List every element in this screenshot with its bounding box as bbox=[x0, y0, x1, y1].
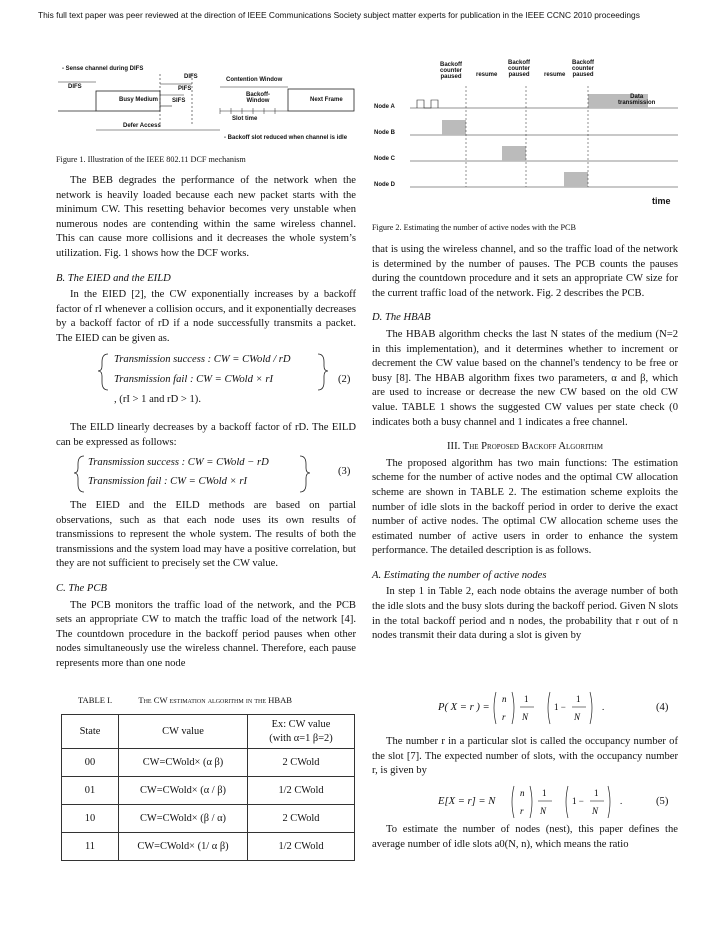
fig2-time-label: time bbox=[652, 196, 671, 206]
eq2-number: (2) bbox=[338, 374, 351, 385]
fig1-difs-label: DIFS bbox=[68, 84, 82, 90]
left-column-eild bbox=[56, 421, 356, 450]
figure-1 bbox=[56, 64, 356, 154]
table-1 bbox=[61, 714, 355, 861]
paragraph-eild: The EILD linearly decreases by a backoff factor of rD. The EILD can be expressed as follows: bbox=[56, 422, 356, 448]
svg-text:1: 1 bbox=[542, 788, 547, 798]
right-column-occupancy bbox=[372, 735, 678, 779]
fig1-sense-label: - Sense channel during DIFS bbox=[62, 66, 144, 72]
fig2-node-a: Node A bbox=[374, 104, 395, 110]
eq2-condition: , (rI > 1 and rD > 1). bbox=[114, 394, 201, 405]
fig1-defer-label: Defer Access bbox=[123, 123, 161, 129]
fig2-label-paused-3: Backoff counter paused bbox=[572, 60, 595, 78]
paragraph-estimate: To estimate the number of nodes (nest), this paper defines the average number of idle slots a0(N, n), which means the ratio bbox=[372, 824, 678, 850]
fig2-node-c: Node C bbox=[374, 156, 395, 162]
table-cell: 1/2 CWold bbox=[248, 833, 355, 861]
svg-text:r: r bbox=[502, 712, 506, 722]
eq5-number: (5) bbox=[656, 796, 669, 807]
svg-text:N: N bbox=[540, 806, 547, 816]
equation-4 bbox=[372, 690, 678, 726]
right-column bbox=[372, 243, 678, 644]
table-cell: 10 bbox=[62, 805, 119, 833]
eq2-line-1: Transmission success : CW = CWold / rD bbox=[114, 354, 291, 365]
svg-text:.: . bbox=[620, 796, 623, 806]
paragraph-proposed: The proposed algorithm has two main functions: The estimation scheme for the number of active nodes and the optimal CW allocation scheme are shown in TABLE 2. The estimation scheme exploits the number of idle slots in the backoff period in order to derive the exact number of active nodes. The optimal CW allocation scheme uses the estimated number of active users in order to enhance the system performance. The detailed description is as follows. bbox=[372, 457, 678, 557]
fig1-slot-time-label: Slot time bbox=[232, 116, 258, 122]
equation-2 bbox=[56, 352, 356, 408]
fig1-difs-top-label: DIFS bbox=[184, 74, 198, 80]
fig2-label-paused-2: Backoff counter paused bbox=[508, 60, 531, 78]
fig1-contention-label: Contention Window bbox=[226, 77, 283, 83]
fig1-backoff-reduced-label: - Backoff slot reduced when channel is idle bbox=[224, 135, 348, 141]
table-cell: 1/2 CWold bbox=[248, 777, 355, 805]
paragraph-occupancy: The number r in a particular slot is called the occupancy number of the slot [7]. The expected number of slots, with the occupancy number r, is given by bbox=[372, 736, 678, 777]
eq4-number: (4) bbox=[656, 702, 669, 713]
table-cell: CW=CWold× (β / α) bbox=[119, 805, 248, 833]
fig1-sifs-label: SIFS bbox=[172, 98, 186, 104]
paragraph-pcb-continued: that is using the wireless channel, and so the traffic load of the network is determined by the number of pauses. The PCB counts the pauses during the countdown procedure and it sets an appropriate CW size for the current traffic load of the network. Fig. 2 describes the PCB. bbox=[372, 244, 678, 299]
paragraph-partial: The EIED and the EILD methods are based on partial observations, such as that each node uses its own results of transmissions to represent the whole system. The results of both the transmissions and the system load may have a positive correlation, but they are not sufficient to precisely set the CW value. bbox=[56, 500, 356, 570]
paragraph-pcb: The PCB monitors the traffic load of the network, and the PCB sets an appropriate CW to match the traffic load of the network [4]. The countdown procedure in the backoff period pauses when other nodes simultaneously use the wireless channel. Therefore, each pause represents more than one node bbox=[56, 599, 356, 669]
eq3-line-2: Transmission fail : CW = CWold × rI bbox=[88, 476, 248, 487]
paragraph-hbab: The HBAB algorithm checks the last N states of the medium (N=2 in this implementation), and it determines whether to increment or decrement the CW value based on the channel's tendency to be free or busy [8]. The HBAB algorithm fixes two parameters, α and β, which are used to increase or decrease the new CW based on the old CW value. TABLE 1 shows the suggested CW values per state check (0 indicates both a busy channel and 1 indicates a free channel. bbox=[372, 328, 678, 428]
eq5-rhs bbox=[510, 784, 630, 820]
svg-text:N: N bbox=[522, 712, 529, 722]
section-a-heading: A. Estimating the number of active nodes bbox=[372, 569, 547, 581]
fig2-node-d: Node D bbox=[374, 182, 395, 188]
equation-5 bbox=[372, 784, 678, 820]
table-cell: 2 CWold bbox=[248, 749, 355, 777]
figure-2 bbox=[372, 60, 678, 210]
table-header-example: Ex: CW value (with α=1 β=2) bbox=[248, 715, 355, 749]
svg-text:N: N bbox=[574, 712, 581, 722]
section-iii-heading: III. The Proposed Backoff Algorithm bbox=[447, 441, 603, 453]
left-column-top bbox=[56, 174, 356, 347]
figure-2-caption: Figure 2. Estimating the number of active nodes with the PCB bbox=[372, 223, 576, 232]
fig1-backoff-window-label: Backoff- Window bbox=[246, 92, 271, 104]
eq3-number: (3) bbox=[338, 466, 351, 477]
fig1-pifs-label: PIFS bbox=[178, 86, 192, 92]
table-cell: 11 bbox=[62, 833, 119, 861]
left-column-bottom bbox=[56, 499, 356, 672]
fig2-node-b: Node B bbox=[374, 130, 395, 136]
svg-text:1 −: 1 − bbox=[554, 702, 566, 712]
section-c-heading: C. The PCB bbox=[56, 582, 107, 594]
svg-text:1: 1 bbox=[594, 788, 599, 798]
svg-text:n: n bbox=[520, 788, 525, 798]
section-b-heading: B. The EIED and the EILD bbox=[56, 272, 171, 284]
svg-text:1 −: 1 − bbox=[572, 796, 584, 806]
equation-3 bbox=[56, 454, 356, 496]
table-cell: 01 bbox=[62, 777, 119, 805]
fig1-busy-label: Busy Medium bbox=[119, 97, 159, 103]
eq5-lhs: E[X = r] = N bbox=[438, 796, 496, 807]
section-d-heading: D. The HBAB bbox=[372, 312, 431, 324]
table-cell: 00 bbox=[62, 749, 119, 777]
eq3-line-1: Transmission success : CW = CWold − rD bbox=[88, 457, 269, 468]
figure-1-caption: Figure 1. Illustration of the IEEE 802.11 DCF mechanism bbox=[56, 155, 246, 164]
paragraph-eied: In the EIED [2], the CW exponentially increases by a backoff factor of rI whenever a collision occurs, and it exponentially decreases by a backoff factor of rD if a node successfully transmits a packet. The EIED can be given as. bbox=[56, 289, 356, 344]
svg-text:r: r bbox=[520, 806, 524, 816]
fig2-label-resume-1: resume bbox=[476, 72, 498, 78]
table-cell: CW=CWold× (α β) bbox=[119, 749, 248, 777]
fig1-diagram-lines bbox=[56, 64, 356, 154]
svg-text:n: n bbox=[502, 694, 507, 704]
table-1-caption bbox=[56, 693, 356, 708]
eq2-line-2: Transmission fail : CW = CWold × rI bbox=[114, 374, 274, 385]
fig1-next-frame-label: Next Frame bbox=[310, 97, 343, 103]
fig2-label-paused-1: Backoff counter paused bbox=[440, 62, 463, 80]
paragraph-beb: The BEB degrades the performance of the network when the network is heavily loaded because each new packet starts with the minimum CW. This resetting behavior becomes very unstable when numerous nodes are contending within the same wireless channel. This can cause more collisions and it decreases the whole system’s utilization. Fig. 1 shows how the DCF works. bbox=[56, 175, 356, 259]
svg-text:.: . bbox=[602, 702, 605, 712]
fig2-label-resume-2: resume bbox=[544, 72, 566, 78]
fig2-data-tx-label: Data transmission bbox=[618, 94, 656, 106]
fig2-diagram bbox=[372, 60, 678, 210]
table-1-number: TABLE I. bbox=[78, 695, 113, 705]
table-cell: CW=CWold× (α / β) bbox=[119, 777, 248, 805]
table-1-title: The CW estimation algorithm in the HBAB bbox=[138, 695, 293, 705]
svg-text:1: 1 bbox=[524, 694, 529, 704]
paragraph-step1: In step 1 in Table 2, each node obtains the average number of both the idle slots and the busy slots during the backoff period. Given N slots in the total backoff period and n nodes, the probability that r out of n nodes transmit their data during a slot is given by bbox=[372, 586, 678, 642]
table-header-cw: CW value bbox=[119, 715, 248, 749]
table-cell: CW=CWold× (1/ α β) bbox=[119, 833, 248, 861]
eq4-rhs bbox=[492, 690, 612, 726]
eq4-lhs: P( X = r ) = bbox=[438, 702, 490, 713]
table-header-state: State bbox=[62, 715, 119, 749]
table-cell: 2 CWold bbox=[248, 805, 355, 833]
svg-text:1: 1 bbox=[576, 694, 581, 704]
page-header: This full text paper was peer reviewed at the direction of IEEE Communications Society subject matter experts for publication in the IEEE CCNC 2010 proceedings bbox=[38, 10, 640, 20]
svg-text:N: N bbox=[592, 806, 599, 816]
right-column-bottom bbox=[372, 823, 678, 852]
